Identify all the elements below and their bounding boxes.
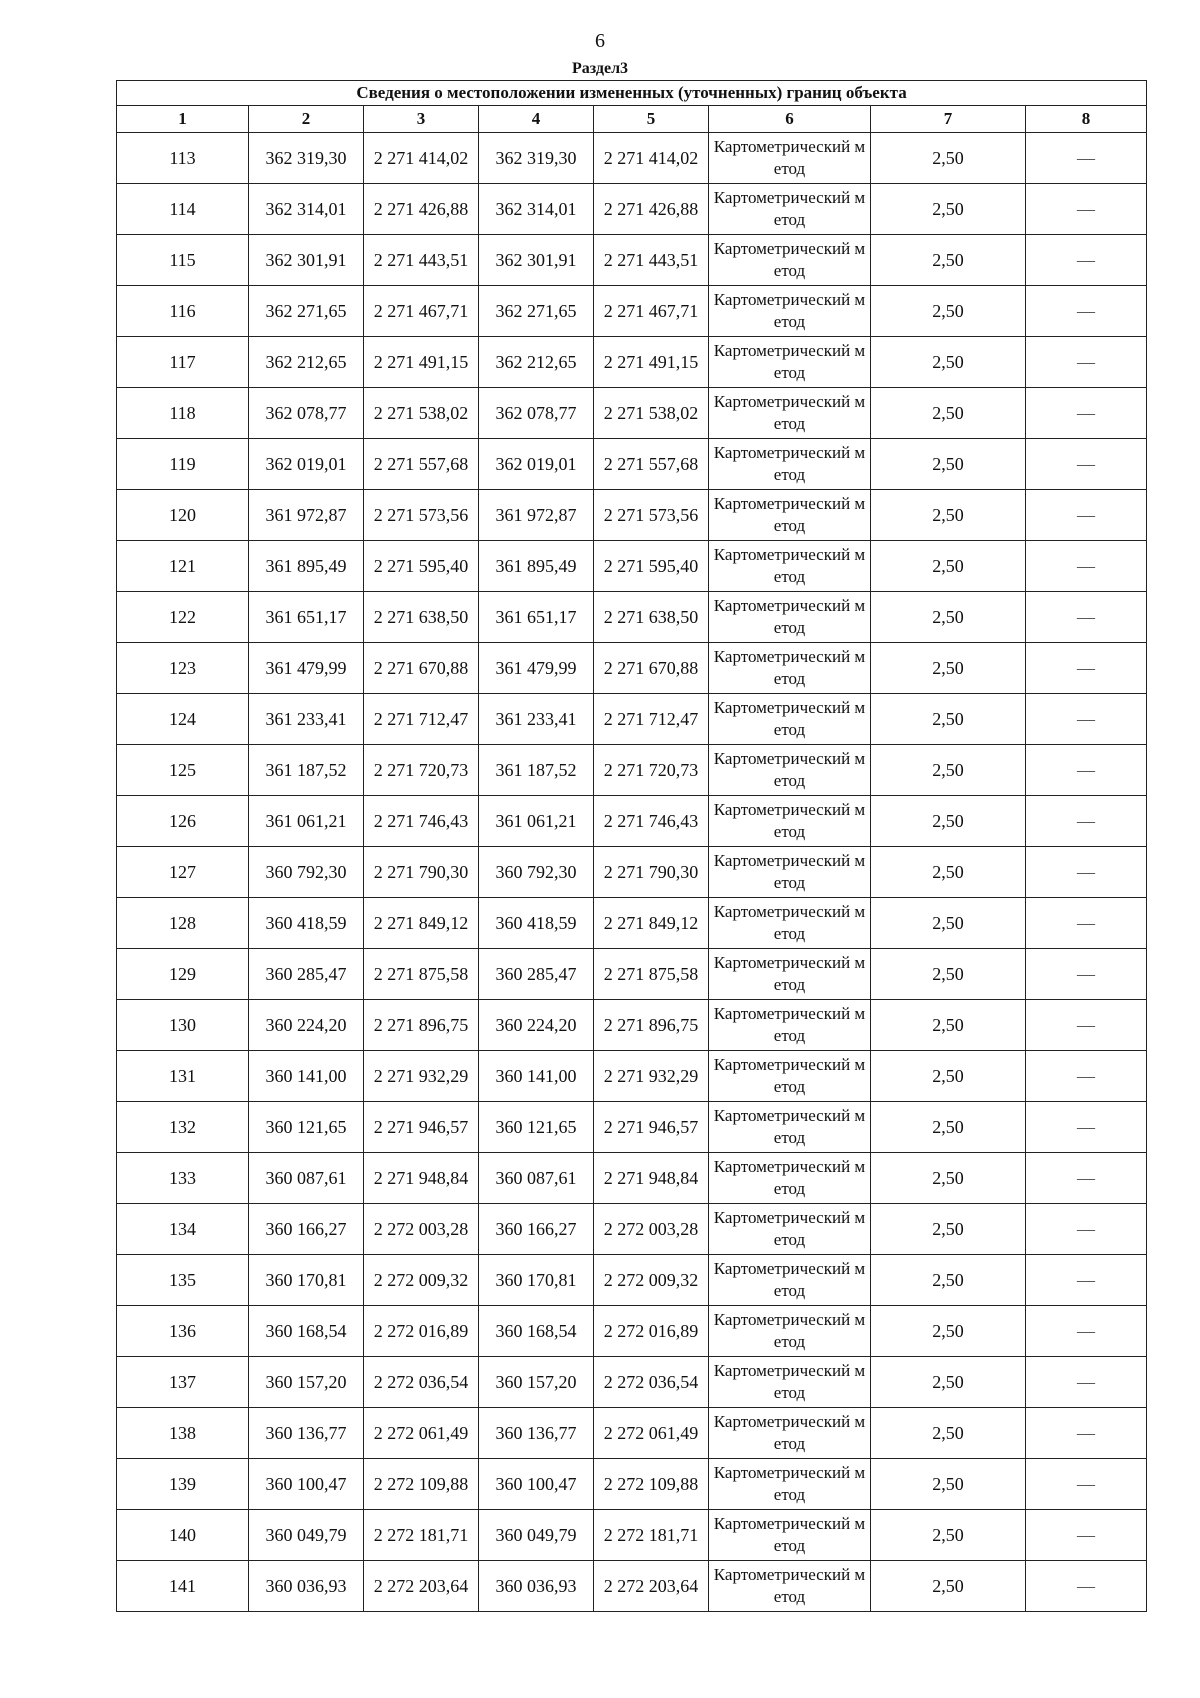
cell-x-coordinate: 362 314,01 [249, 184, 364, 235]
cell-point-number: 126 [117, 796, 249, 847]
cell-note: — [1026, 1255, 1147, 1306]
cell-y-coordinate: 2 271 946,57 [364, 1102, 479, 1153]
cell-note: — [1026, 1051, 1147, 1102]
cell-accuracy: 2,50 [871, 643, 1026, 694]
cell-point-number: 135 [117, 1255, 249, 1306]
cell-point-number: 141 [117, 1561, 249, 1612]
cell-method: Картометрический метод [709, 133, 871, 184]
column-header-7: 7 [871, 106, 1026, 133]
cell-method: Картометрический метод [709, 694, 871, 745]
cell-y-coordinate-new: 2 271 746,43 [594, 796, 709, 847]
table-row [117, 388, 1147, 439]
table-row [117, 235, 1147, 286]
cell-note: — [1026, 694, 1147, 745]
cell-method: Картометрический метод [709, 1561, 871, 1612]
table-row [117, 184, 1147, 235]
cell-x-coordinate-new: 360 100,47 [479, 1459, 594, 1510]
cell-y-coordinate-new: 2 271 426,88 [594, 184, 709, 235]
cell-accuracy: 2,50 [871, 133, 1026, 184]
cell-x-coordinate-new: 360 792,30 [479, 847, 594, 898]
cell-note: — [1026, 1510, 1147, 1561]
cell-y-coordinate: 2 271 896,75 [364, 1000, 479, 1051]
cell-y-coordinate: 2 272 009,32 [364, 1255, 479, 1306]
cell-point-number: 128 [117, 898, 249, 949]
cell-accuracy: 2,50 [871, 1459, 1026, 1510]
cell-y-coordinate-new: 2 272 203,64 [594, 1561, 709, 1612]
cell-point-number: 122 [117, 592, 249, 643]
cell-point-number: 117 [117, 337, 249, 388]
cell-note: — [1026, 184, 1147, 235]
cell-method: Картометрический метод [709, 898, 871, 949]
cell-x-coordinate: 360 224,20 [249, 1000, 364, 1051]
cell-point-number: 119 [117, 439, 249, 490]
cell-x-coordinate: 361 061,21 [249, 796, 364, 847]
cell-y-coordinate: 2 271 491,15 [364, 337, 479, 388]
cell-point-number: 127 [117, 847, 249, 898]
cell-note: — [1026, 490, 1147, 541]
cell-accuracy: 2,50 [871, 235, 1026, 286]
table-row [117, 1357, 1147, 1408]
cell-x-coordinate: 360 792,30 [249, 847, 364, 898]
cell-method: Картометрический метод [709, 541, 871, 592]
table-row [117, 490, 1147, 541]
cell-y-coordinate-new: 2 271 712,47 [594, 694, 709, 745]
cell-x-coordinate-new: 360 121,65 [479, 1102, 594, 1153]
cell-y-coordinate: 2 271 557,68 [364, 439, 479, 490]
cell-note: — [1026, 1408, 1147, 1459]
cell-x-coordinate: 360 157,20 [249, 1357, 364, 1408]
cell-x-coordinate: 362 271,65 [249, 286, 364, 337]
cell-y-coordinate: 2 271 932,29 [364, 1051, 479, 1102]
cell-y-coordinate: 2 271 414,02 [364, 133, 479, 184]
cell-y-coordinate: 2 271 426,88 [364, 184, 479, 235]
cell-y-coordinate: 2 272 061,49 [364, 1408, 479, 1459]
cell-x-coordinate: 361 187,52 [249, 745, 364, 796]
cell-note: — [1026, 439, 1147, 490]
cell-method: Картометрический метод [709, 1102, 871, 1153]
table-row [117, 1000, 1147, 1051]
table-row [117, 898, 1147, 949]
cell-x-coordinate: 361 895,49 [249, 541, 364, 592]
table-row [117, 1051, 1147, 1102]
cell-x-coordinate-new: 361 972,87 [479, 490, 594, 541]
cell-accuracy: 2,50 [871, 1102, 1026, 1153]
cell-point-number: 114 [117, 184, 249, 235]
cell-y-coordinate-new: 2 272 009,32 [594, 1255, 709, 1306]
cell-accuracy: 2,50 [871, 337, 1026, 388]
table-row [117, 847, 1147, 898]
cell-accuracy: 2,50 [871, 439, 1026, 490]
cell-note: — [1026, 388, 1147, 439]
cell-point-number: 136 [117, 1306, 249, 1357]
cell-y-coordinate-new: 2 271 790,30 [594, 847, 709, 898]
cell-x-coordinate-new: 362 019,01 [479, 439, 594, 490]
cell-x-coordinate-new: 361 187,52 [479, 745, 594, 796]
column-header-8: 8 [1026, 106, 1147, 133]
cell-method: Картометрический метод [709, 1510, 871, 1561]
cell-y-coordinate-new: 2 272 181,71 [594, 1510, 709, 1561]
cell-point-number: 125 [117, 745, 249, 796]
column-header-3: 3 [364, 106, 479, 133]
cell-x-coordinate: 361 972,87 [249, 490, 364, 541]
cell-accuracy: 2,50 [871, 1000, 1026, 1051]
cell-y-coordinate: 2 272 181,71 [364, 1510, 479, 1561]
cell-method: Картометрический метод [709, 1306, 871, 1357]
cell-x-coordinate-new: 362 078,77 [479, 388, 594, 439]
table-row [117, 949, 1147, 1000]
table-caption: Сведения о местоположении измененных (уточненных) границ объекта [117, 81, 1147, 106]
cell-x-coordinate-new: 360 157,20 [479, 1357, 594, 1408]
cell-note: — [1026, 1357, 1147, 1408]
cell-x-coordinate: 360 170,81 [249, 1255, 364, 1306]
cell-y-coordinate-new: 2 271 849,12 [594, 898, 709, 949]
cell-accuracy: 2,50 [871, 1306, 1026, 1357]
cell-method: Картометрический метод [709, 847, 871, 898]
cell-method: Картометрический метод [709, 337, 871, 388]
cell-x-coordinate-new: 360 166,27 [479, 1204, 594, 1255]
cell-accuracy: 2,50 [871, 541, 1026, 592]
cell-y-coordinate: 2 271 573,56 [364, 490, 479, 541]
cell-x-coordinate-new: 361 651,17 [479, 592, 594, 643]
cell-y-coordinate: 2 271 746,43 [364, 796, 479, 847]
cell-y-coordinate-new: 2 272 016,89 [594, 1306, 709, 1357]
cell-method: Картометрический метод [709, 592, 871, 643]
cell-y-coordinate-new: 2 271 948,84 [594, 1153, 709, 1204]
table-row [117, 1255, 1147, 1306]
cell-y-coordinate: 2 272 203,64 [364, 1561, 479, 1612]
cell-x-coordinate: 360 136,77 [249, 1408, 364, 1459]
cell-y-coordinate-new: 2 271 595,40 [594, 541, 709, 592]
cell-x-coordinate-new: 362 271,65 [479, 286, 594, 337]
table-row [117, 796, 1147, 847]
cell-y-coordinate: 2 271 849,12 [364, 898, 479, 949]
cell-point-number: 134 [117, 1204, 249, 1255]
table-row [117, 541, 1147, 592]
cell-note: — [1026, 133, 1147, 184]
cell-y-coordinate-new: 2 272 036,54 [594, 1357, 709, 1408]
cell-method: Картометрический метод [709, 1153, 871, 1204]
cell-method: Картометрический метод [709, 1459, 871, 1510]
cell-point-number: 137 [117, 1357, 249, 1408]
cell-note: — [1026, 1153, 1147, 1204]
cell-x-coordinate-new: 360 136,77 [479, 1408, 594, 1459]
cell-accuracy: 2,50 [871, 1408, 1026, 1459]
cell-y-coordinate: 2 271 670,88 [364, 643, 479, 694]
cell-method: Картометрический метод [709, 1000, 871, 1051]
cell-x-coordinate-new: 362 314,01 [479, 184, 594, 235]
cell-y-coordinate-new: 2 271 932,29 [594, 1051, 709, 1102]
table-row [117, 694, 1147, 745]
cell-note: — [1026, 235, 1147, 286]
table-body [117, 133, 1147, 1612]
cell-x-coordinate-new: 360 285,47 [479, 949, 594, 1000]
cell-method: Картометрический метод [709, 796, 871, 847]
cell-x-coordinate-new: 360 170,81 [479, 1255, 594, 1306]
cell-y-coordinate: 2 271 538,02 [364, 388, 479, 439]
cell-note: — [1026, 1459, 1147, 1510]
cell-method: Картометрический метод [709, 1408, 871, 1459]
cell-point-number: 115 [117, 235, 249, 286]
cell-note: — [1026, 1102, 1147, 1153]
cell-point-number: 138 [117, 1408, 249, 1459]
cell-y-coordinate-new: 2 271 670,88 [594, 643, 709, 694]
cell-method: Картометрический метод [709, 1357, 871, 1408]
cell-x-coordinate-new: 361 061,21 [479, 796, 594, 847]
cell-x-coordinate-new: 361 895,49 [479, 541, 594, 592]
cell-accuracy: 2,50 [871, 184, 1026, 235]
cell-x-coordinate-new: 361 233,41 [479, 694, 594, 745]
cell-method: Картометрический метод [709, 745, 871, 796]
cell-point-number: 129 [117, 949, 249, 1000]
cell-point-number: 116 [117, 286, 249, 337]
table-row [117, 592, 1147, 643]
cell-point-number: 123 [117, 643, 249, 694]
cell-y-coordinate-new: 2 271 573,56 [594, 490, 709, 541]
cell-note: — [1026, 337, 1147, 388]
cell-point-number: 120 [117, 490, 249, 541]
table-row [117, 439, 1147, 490]
cell-method: Картометрический метод [709, 439, 871, 490]
cell-accuracy: 2,50 [871, 745, 1026, 796]
cell-x-coordinate-new: 360 168,54 [479, 1306, 594, 1357]
cell-x-coordinate-new: 360 224,20 [479, 1000, 594, 1051]
cell-y-coordinate: 2 271 875,58 [364, 949, 479, 1000]
table-row [117, 286, 1147, 337]
cell-accuracy: 2,50 [871, 1561, 1026, 1612]
cell-note: — [1026, 847, 1147, 898]
cell-y-coordinate-new: 2 271 443,51 [594, 235, 709, 286]
cell-x-coordinate: 360 141,00 [249, 1051, 364, 1102]
cell-x-coordinate: 360 087,61 [249, 1153, 364, 1204]
cell-x-coordinate-new: 361 479,99 [479, 643, 594, 694]
table-row [117, 1102, 1147, 1153]
cell-y-coordinate-new: 2 271 538,02 [594, 388, 709, 439]
cell-note: — [1026, 1561, 1147, 1612]
cell-point-number: 124 [117, 694, 249, 745]
cell-accuracy: 2,50 [871, 1255, 1026, 1306]
cell-accuracy: 2,50 [871, 388, 1026, 439]
cell-point-number: 130 [117, 1000, 249, 1051]
cell-x-coordinate-new: 362 301,91 [479, 235, 594, 286]
cell-accuracy: 2,50 [871, 898, 1026, 949]
cell-x-coordinate-new: 360 049,79 [479, 1510, 594, 1561]
table-row [117, 745, 1147, 796]
cell-y-coordinate: 2 271 443,51 [364, 235, 479, 286]
cell-y-coordinate-new: 2 271 557,68 [594, 439, 709, 490]
cell-x-coordinate: 361 479,99 [249, 643, 364, 694]
cell-point-number: 140 [117, 1510, 249, 1561]
cell-accuracy: 2,50 [871, 796, 1026, 847]
cell-point-number: 133 [117, 1153, 249, 1204]
table-row [117, 1306, 1147, 1357]
cell-accuracy: 2,50 [871, 1153, 1026, 1204]
cell-note: — [1026, 1306, 1147, 1357]
cell-note: — [1026, 643, 1147, 694]
cell-x-coordinate: 360 168,54 [249, 1306, 364, 1357]
table-header-row [117, 106, 1147, 133]
cell-x-coordinate-new: 360 418,59 [479, 898, 594, 949]
cell-method: Картометрический метод [709, 184, 871, 235]
cell-x-coordinate: 362 301,91 [249, 235, 364, 286]
cell-x-coordinate: 361 651,17 [249, 592, 364, 643]
boundary-coordinates-table [116, 80, 1147, 1612]
cell-x-coordinate: 360 121,65 [249, 1102, 364, 1153]
cell-y-coordinate: 2 271 595,40 [364, 541, 479, 592]
cell-accuracy: 2,50 [871, 949, 1026, 1000]
cell-y-coordinate-new: 2 272 003,28 [594, 1204, 709, 1255]
cell-accuracy: 2,50 [871, 847, 1026, 898]
cell-y-coordinate-new: 2 271 946,57 [594, 1102, 709, 1153]
cell-x-coordinate: 360 166,27 [249, 1204, 364, 1255]
cell-x-coordinate-new: 360 036,93 [479, 1561, 594, 1612]
table-row [117, 1510, 1147, 1561]
cell-method: Картометрический метод [709, 388, 871, 439]
cell-y-coordinate-new: 2 272 109,88 [594, 1459, 709, 1510]
table-row [117, 337, 1147, 388]
cell-y-coordinate-new: 2 271 414,02 [594, 133, 709, 184]
cell-method: Картометрический метод [709, 235, 871, 286]
cell-point-number: 121 [117, 541, 249, 592]
cell-y-coordinate-new: 2 271 491,15 [594, 337, 709, 388]
cell-y-coordinate: 2 272 109,88 [364, 1459, 479, 1510]
cell-y-coordinate: 2 271 638,50 [364, 592, 479, 643]
cell-x-coordinate: 360 100,47 [249, 1459, 364, 1510]
cell-x-coordinate: 360 036,93 [249, 1561, 364, 1612]
column-header-6: 6 [709, 106, 871, 133]
cell-accuracy: 2,50 [871, 286, 1026, 337]
cell-method: Картометрический метод [709, 643, 871, 694]
column-header-4: 4 [479, 106, 594, 133]
cell-point-number: 113 [117, 133, 249, 184]
table-row [117, 133, 1147, 184]
table-row [117, 1204, 1147, 1255]
cell-note: — [1026, 898, 1147, 949]
cell-x-coordinate: 362 212,65 [249, 337, 364, 388]
cell-x-coordinate: 360 285,47 [249, 949, 364, 1000]
cell-y-coordinate: 2 271 790,30 [364, 847, 479, 898]
column-header-5: 5 [594, 106, 709, 133]
cell-y-coordinate-new: 2 271 896,75 [594, 1000, 709, 1051]
cell-x-coordinate-new: 360 087,61 [479, 1153, 594, 1204]
cell-y-coordinate: 2 271 720,73 [364, 745, 479, 796]
cell-note: — [1026, 745, 1147, 796]
cell-accuracy: 2,50 [871, 1051, 1026, 1102]
cell-y-coordinate: 2 271 712,47 [364, 694, 479, 745]
cell-accuracy: 2,50 [871, 1510, 1026, 1561]
cell-y-coordinate-new: 2 271 720,73 [594, 745, 709, 796]
cell-note: — [1026, 949, 1147, 1000]
table-row [117, 1408, 1147, 1459]
cell-x-coordinate: 361 233,41 [249, 694, 364, 745]
cell-y-coordinate: 2 271 467,71 [364, 286, 479, 337]
section-title: Раздел3 [571, 60, 629, 77]
cell-accuracy: 2,50 [871, 490, 1026, 541]
cell-note: — [1026, 1000, 1147, 1051]
cell-y-coordinate-new: 2 271 467,71 [594, 286, 709, 337]
cell-point-number: 139 [117, 1459, 249, 1510]
cell-y-coordinate: 2 272 003,28 [364, 1204, 479, 1255]
cell-point-number: 132 [117, 1102, 249, 1153]
cell-note: — [1026, 796, 1147, 847]
cell-x-coordinate: 360 418,59 [249, 898, 364, 949]
table-row [117, 1459, 1147, 1510]
cell-x-coordinate: 362 078,77 [249, 388, 364, 439]
cell-y-coordinate: 2 271 948,84 [364, 1153, 479, 1204]
cell-method: Картометрический метод [709, 286, 871, 337]
cell-note: — [1026, 592, 1147, 643]
cell-accuracy: 2,50 [871, 1204, 1026, 1255]
cell-accuracy: 2,50 [871, 1357, 1026, 1408]
cell-method: Картометрический метод [709, 1051, 871, 1102]
table-row [117, 643, 1147, 694]
cell-accuracy: 2,50 [871, 592, 1026, 643]
table-row [117, 1153, 1147, 1204]
table-row [117, 1561, 1147, 1612]
cell-note: — [1026, 541, 1147, 592]
cell-y-coordinate: 2 272 016,89 [364, 1306, 479, 1357]
cell-y-coordinate: 2 272 036,54 [364, 1357, 479, 1408]
cell-method: Картометрический метод [709, 1255, 871, 1306]
cell-x-coordinate-new: 362 212,65 [479, 337, 594, 388]
cell-x-coordinate-new: 360 141,00 [479, 1051, 594, 1102]
page-number: 6 [595, 30, 605, 52]
cell-note: — [1026, 286, 1147, 337]
column-header-2: 2 [249, 106, 364, 133]
cell-x-coordinate: 360 049,79 [249, 1510, 364, 1561]
cell-y-coordinate-new: 2 272 061,49 [594, 1408, 709, 1459]
cell-method: Картометрический метод [709, 1204, 871, 1255]
cell-x-coordinate-new: 362 319,30 [479, 133, 594, 184]
cell-accuracy: 2,50 [871, 694, 1026, 745]
cell-y-coordinate-new: 2 271 875,58 [594, 949, 709, 1000]
cell-point-number: 118 [117, 388, 249, 439]
cell-y-coordinate-new: 2 271 638,50 [594, 592, 709, 643]
cell-note: — [1026, 1204, 1147, 1255]
cell-method: Картометрический метод [709, 490, 871, 541]
cell-point-number: 131 [117, 1051, 249, 1102]
cell-x-coordinate: 362 019,01 [249, 439, 364, 490]
cell-method: Картометрический метод [709, 949, 871, 1000]
cell-x-coordinate: 362 319,30 [249, 133, 364, 184]
column-header-1: 1 [117, 106, 249, 133]
